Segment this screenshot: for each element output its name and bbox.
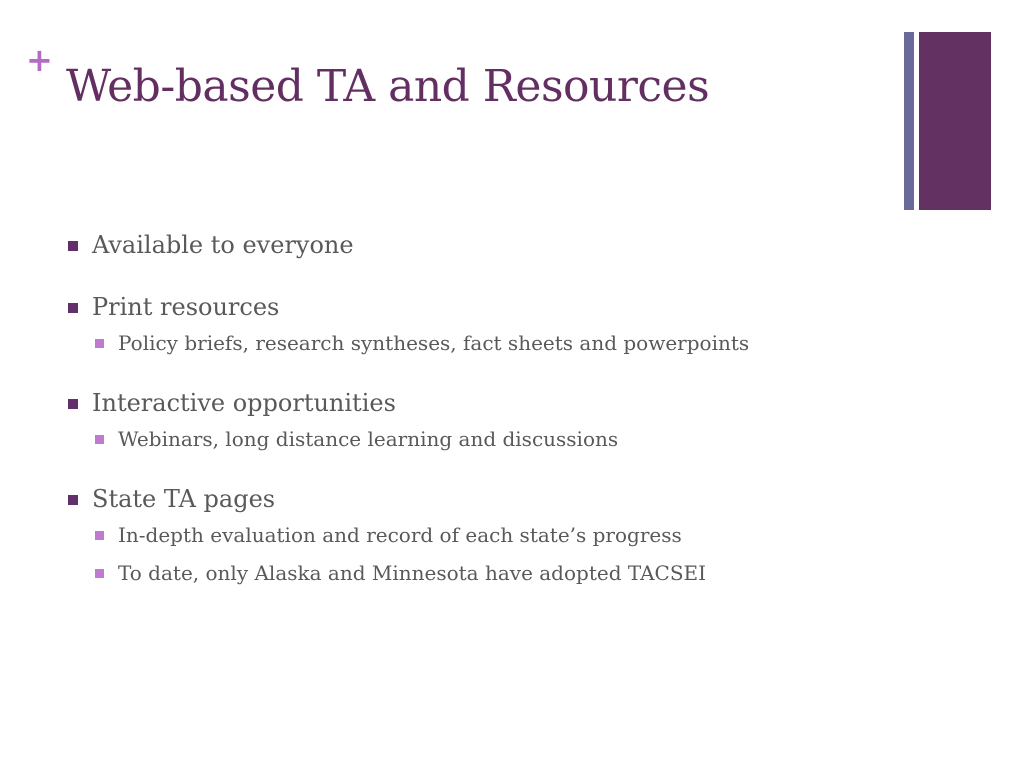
sub-bullet-item [68, 516, 928, 554]
slide-content [68, 228, 928, 616]
bullet-group-available [68, 228, 928, 262]
sub-bullet-text: To date, only Alaska and Minnesota have adopted TACSEI [118, 561, 707, 585]
sub-bullet-text: Policy briefs, research syntheses, fact sheets and powerpoints [118, 331, 750, 355]
bullet-item [68, 386, 928, 420]
square-bullet-icon [68, 399, 78, 409]
square-sub-bullet-icon [95, 435, 104, 444]
bullet-group-print [68, 290, 928, 362]
bullet-text: State TA pages [92, 485, 276, 513]
square-sub-bullet-icon [95, 339, 104, 348]
plus-mark: + [26, 41, 53, 79]
square-bullet-icon [68, 303, 78, 313]
bullet-text: Available to everyone [92, 231, 354, 259]
sub-bullet-item [68, 324, 928, 362]
sub-bullet-text: In-depth evaluation and record of each state’s progress [118, 523, 682, 547]
sub-bullet-item [68, 420, 928, 458]
slide-title: Web-based TA and Resources [66, 61, 710, 112]
sub-bullet-text: Webinars, long distance learning and discussions [118, 427, 619, 451]
decorative-bar-thick [919, 32, 991, 210]
bullet-group-interactive [68, 386, 928, 458]
square-bullet-icon [68, 495, 78, 505]
bullet-item [68, 482, 928, 516]
square-bullet-icon [68, 241, 78, 251]
decorative-bar-thin [904, 32, 914, 210]
sub-bullet-item [68, 554, 928, 592]
square-sub-bullet-icon [95, 531, 104, 540]
bullet-item [68, 228, 928, 262]
square-sub-bullet-icon [95, 569, 104, 578]
bullet-text: Print resources [92, 293, 280, 321]
bullet-group-state-ta [68, 482, 928, 592]
bullet-text: Interactive opportunities [92, 389, 396, 417]
bullet-item [68, 290, 928, 324]
